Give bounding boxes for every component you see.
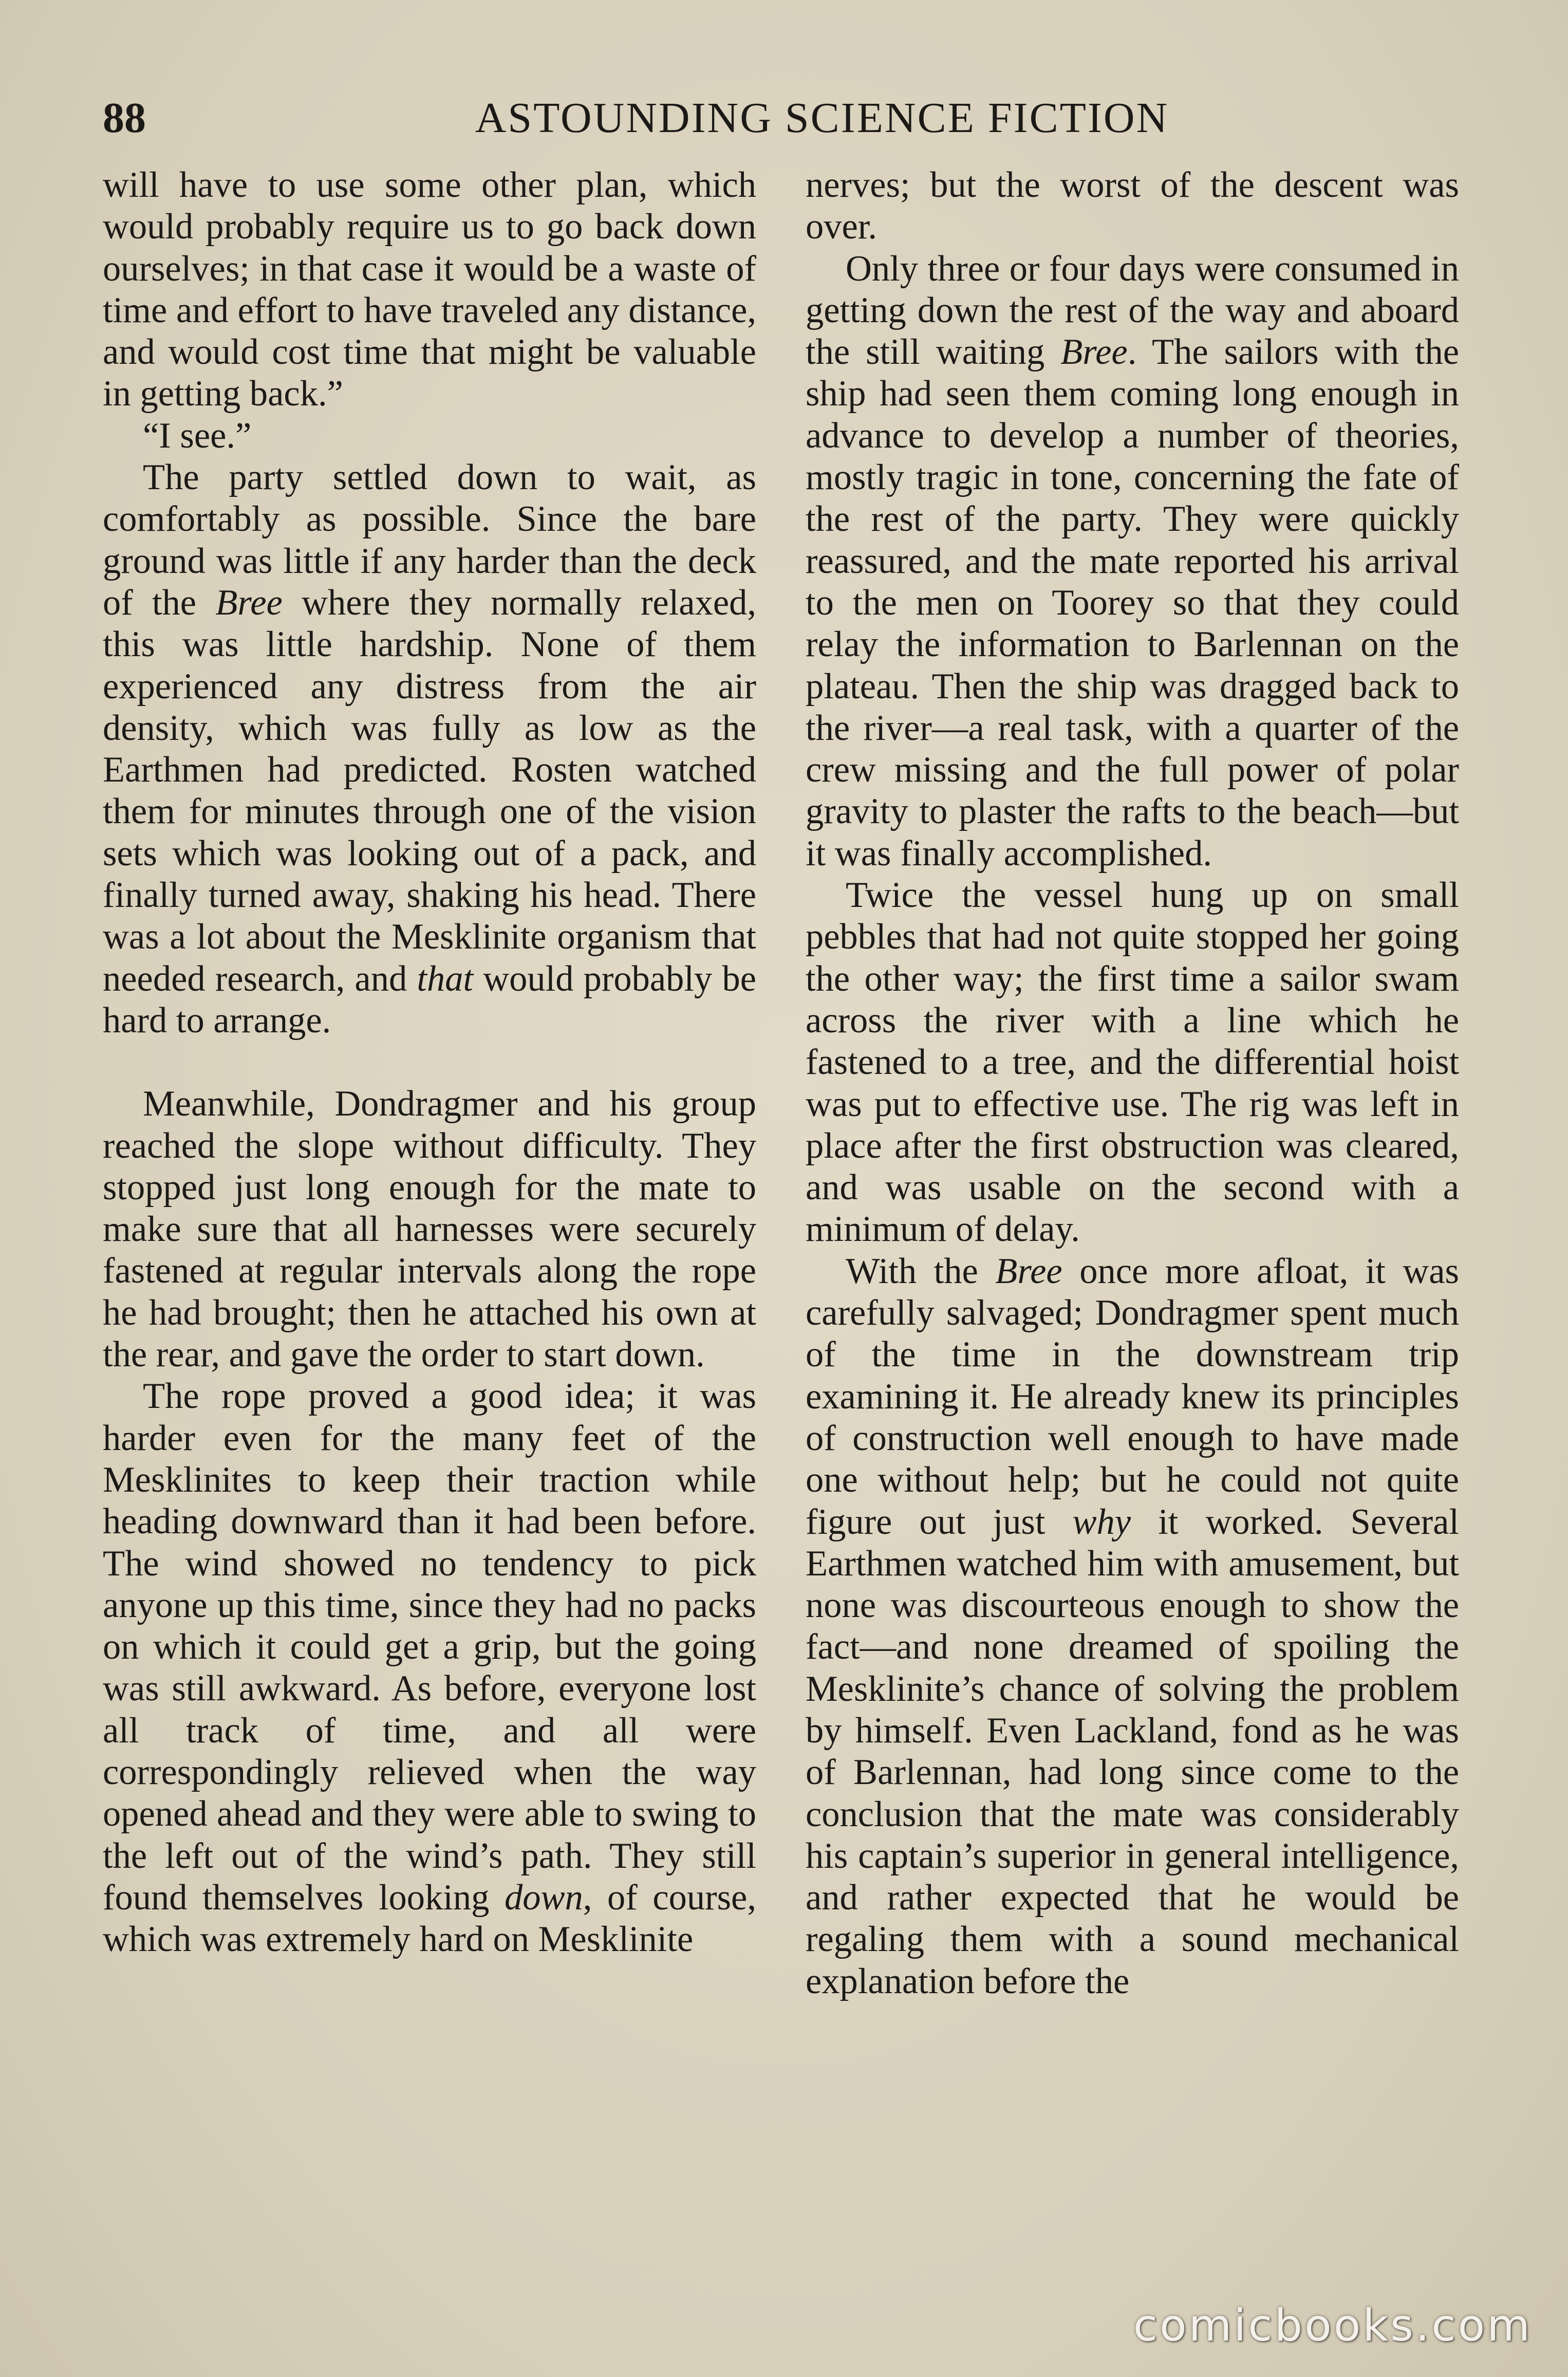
paragraph [806, 248, 1459, 875]
paragraph [103, 1083, 756, 1376]
paragraph-text: once more afloat, it was carefully salvaged; Dondragmer spent much of the time in the downstream trip examining it. He already knew its principles of construction well enough to have made one without help; but he could not quite figure out just [806, 1251, 1459, 1542]
paragraph-text: “I see.” [143, 415, 252, 456]
right-column [806, 164, 1459, 2261]
paragraph-text: will have to use some other plan, which would probably require us to go back down ourselves; in that case it would be a waste of time and effort to have traveled any distance, and would cost time that might be valuable in getting back.” [103, 165, 756, 414]
paragraph-text: The party settled down to wait, as comfortably as possible. Since the bare ground was little if any harder than the deck of the [103, 457, 756, 623]
paragraph-text: would probably be hard to arrange. [103, 958, 756, 1041]
emphasis: down [505, 1877, 583, 1918]
paragraph [103, 1376, 756, 1960]
paragraph-text: , of course, which was extremely hard on Mesklinite [103, 1877, 756, 1960]
page-header [103, 87, 1459, 149]
ship-name: Bree [1060, 332, 1128, 373]
paragraph-text: With the [846, 1251, 996, 1291]
paragraph-text: Twice the vessel hung up on small pebbles that had not quite stopped her going the other way; the first time a sailor swam across the river with a line which he fastened to a tree, and the differential hoist was put to effective use. The rig was left in place after the first obstruction was cleared, and was usable on the second with a minimum of delay. [806, 875, 1459, 1250]
paragraph [103, 164, 756, 415]
paragraph-text: it worked. Several Earthmen watched him with amusement, but none was discourteous enough to show the fact—and none dreamed of spoiling the Mesklinite’s chance of solving the problem by himself. Even Lackland, fond as he was of Barlennan, had long since come to the conclusion that the mate was considerably his captain’s superior in general intelligence, and rather expected that he would be regaling them with a sound mechanical explanation before the [806, 1501, 1459, 2001]
paragraph-text: where they normally relaxed, this was little hardship. None of them experienced any distress from the air density, which was fully as low as the Earthmen had predicted. Rosten watched them for minutes through one of the vision sets which was looking out of a pack, and finally turned away, shaking his head. There was a lot about the Mesklinite organism that needed research, and [103, 582, 756, 999]
ship-name: Bree [995, 1251, 1062, 1291]
paragraph-text: nerves; but the worst of the descent was over. [806, 165, 1459, 247]
paragraph-text: Only three or four days were consumed in getting down the rest of the way and aboard the still waiting [806, 248, 1459, 373]
paragraph-text: Meanwhile, Dondragmer and his group reached the slope without difficulty. They stopped just long enough for the mate to make sure that all harnesses were securely fastened at regular intervals along the rope he had brought; then he attached his own at the rear, and gave the order to start down. [103, 1084, 756, 1375]
running-title: ASTOUNDING SCIENCE FICTION [475, 94, 1169, 142]
emphasis: why [1072, 1501, 1131, 1542]
paragraph-text: The rope proved a good idea; it was harder even for the many feet of the Mesklinites to keep their traction while heading downward than it had been before. The wind showed no tendency to pick anyone up this time, since they had no packs on which it could get a grip, but the going was still awkward. As before, everyone lost all track of time, and all were correspondingly relieved when the way opened ahead and they were able to swing to the left out of the wind’s path. They still found themselves looking [103, 1376, 756, 1918]
watermark: comicbooks.com [1133, 2300, 1532, 2351]
left-column [103, 164, 756, 2261]
paragraph [806, 164, 1459, 248]
paragraph [806, 1251, 1459, 2002]
page-number: 88 [103, 94, 146, 142]
emphasis: that [417, 958, 474, 999]
paragraph-text: . The sailors with the ship had seen them coming long enough in advance to develop a number of theories, mostly tragic in tone, concerning the fate of the rest of the party. They were quickly reassured, and the mate reported his arrival to the men on Toorey so that they could relay the information to Barlennan on the plateau. Then the ship was dragged back to the river—a real task, with a quarter of the crew missing and the full power of polar gravity to plaster the rafts to the beach—but it was finally accomplished. [806, 332, 1459, 874]
paragraph [103, 457, 756, 1042]
ship-name: Bree [215, 582, 283, 623]
paragraph [103, 415, 756, 457]
paragraph [806, 875, 1459, 1251]
